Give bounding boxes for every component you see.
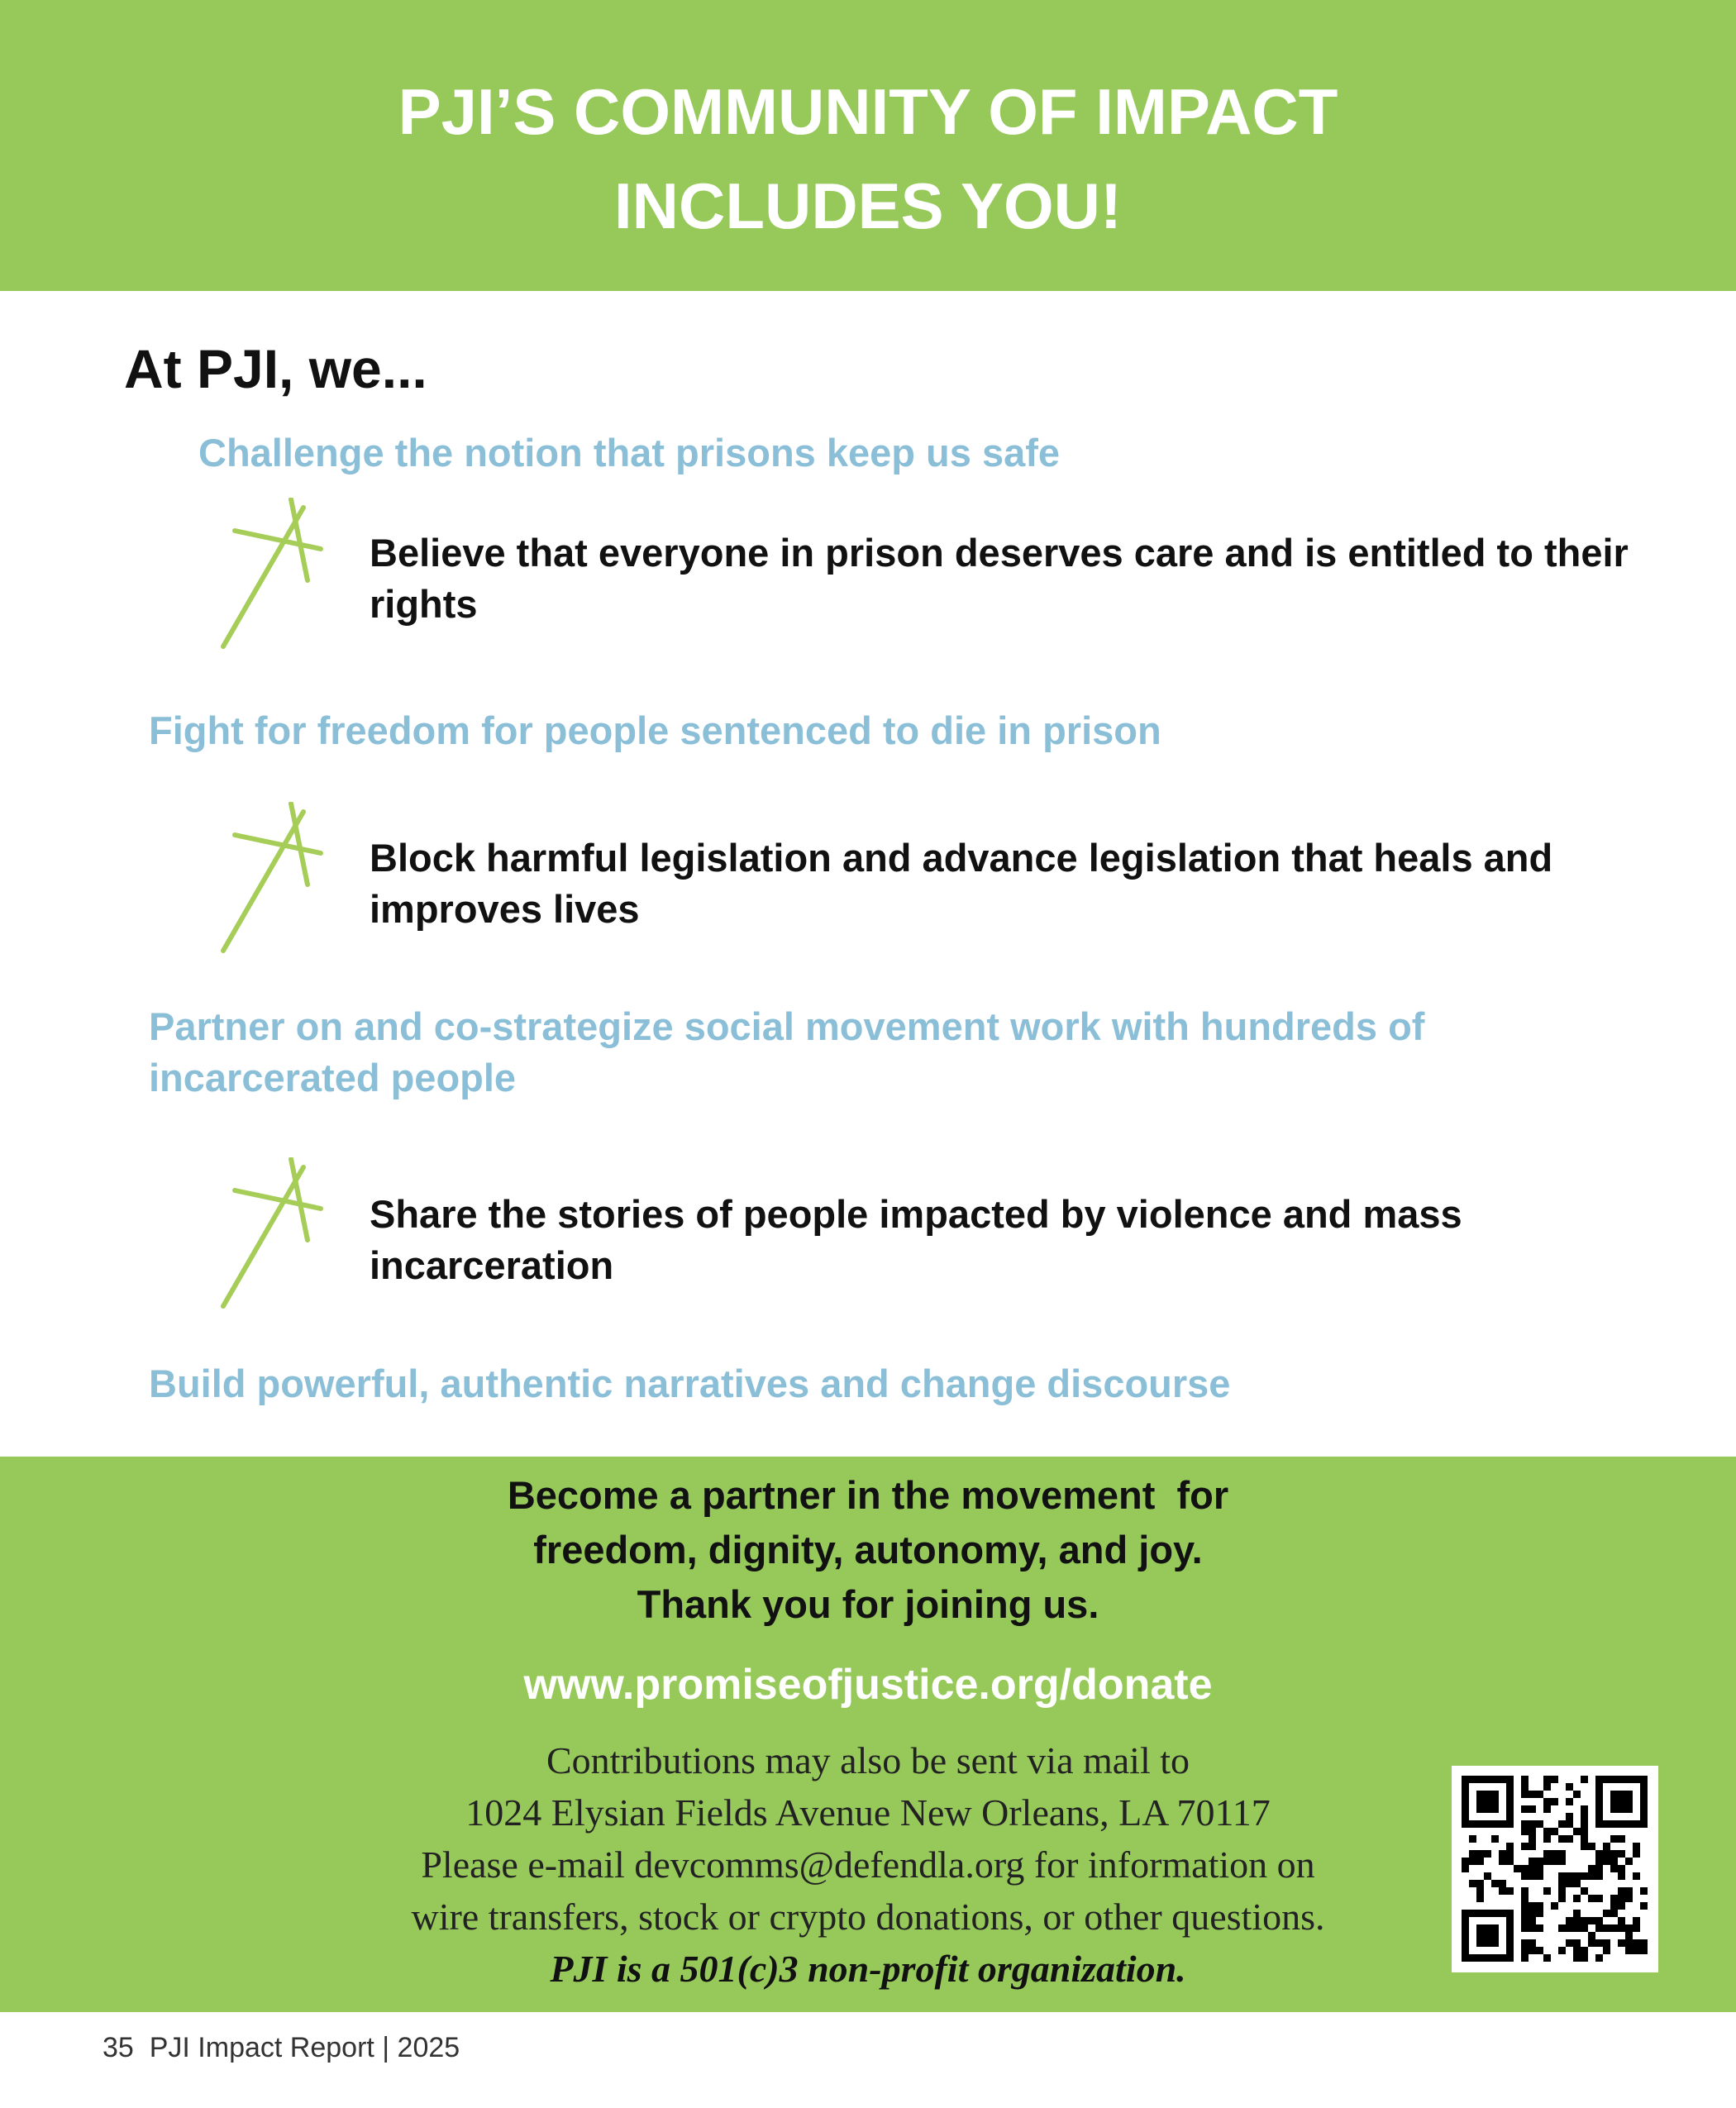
commitment-partner: Partner on and co-strategize social movement work with hundreds of incarcerated people xyxy=(149,1004,1425,1099)
mail-address: 1024 Elysian Fields Avenue New Orleans, LA 70117 xyxy=(465,1791,1271,1834)
commitment-block: Block harmful legislation and advance legislation that heals and improves lives xyxy=(370,836,1553,931)
commitment-fight: Fight for freedom for people sentenced to die in prison xyxy=(149,708,1161,752)
cta-line-1: Become a partner in the movement for xyxy=(507,1473,1229,1517)
cta-line-2: freedom, dignity, autonomy, and joy. xyxy=(533,1528,1203,1571)
donate-link[interactable]: www.promiseofjustice.org/donate xyxy=(523,1661,1213,1709)
nonprofit-status: PJI is a 501(c)3 non-profit organization. xyxy=(550,1948,1186,1990)
qr-code-icon xyxy=(1452,1766,1658,1972)
page-number: 35 xyxy=(103,2032,134,2063)
report-title: PJI Impact Report | 2025 xyxy=(149,2032,460,2063)
mail-line-1: Contributions may also be sent via mail to xyxy=(546,1739,1190,1781)
page-title-line-1: PJI’S COMMUNITY OF IMPACT xyxy=(398,75,1338,148)
page-title-line-2: INCLUDES YOU! xyxy=(614,169,1122,242)
cta-line-3: Thank you for joining us. xyxy=(637,1582,1099,1626)
mail-email-line: Please e-mail devcomms@defendla.org for information on xyxy=(421,1843,1315,1886)
commitment-believe: Believe that everyone in prison deserves care and is entitled to their rights xyxy=(370,531,1629,626)
asterisk-star-icon xyxy=(217,1157,332,1310)
call-to-action xyxy=(0,1468,1736,1632)
mail-transfer-line: wire transfers, stock or crypto donations, or other questions. xyxy=(411,1896,1325,1938)
commitment-build: Build powerful, authentic narratives and change discourse xyxy=(149,1362,1231,1405)
asterisk-star-icon xyxy=(217,802,332,955)
header-banner xyxy=(0,0,1736,291)
intro-heading: At PJI, we... xyxy=(124,338,427,399)
page-footer xyxy=(103,2032,460,2064)
asterisk-star-icon xyxy=(217,498,332,651)
qr-code[interactable] xyxy=(1452,1766,1658,1972)
commitment-challenge: Challenge the notion that prisons keep us safe xyxy=(198,431,1061,475)
commitment-share: Share the stories of people impacted by violence and mass incarceration xyxy=(370,1192,1462,1287)
